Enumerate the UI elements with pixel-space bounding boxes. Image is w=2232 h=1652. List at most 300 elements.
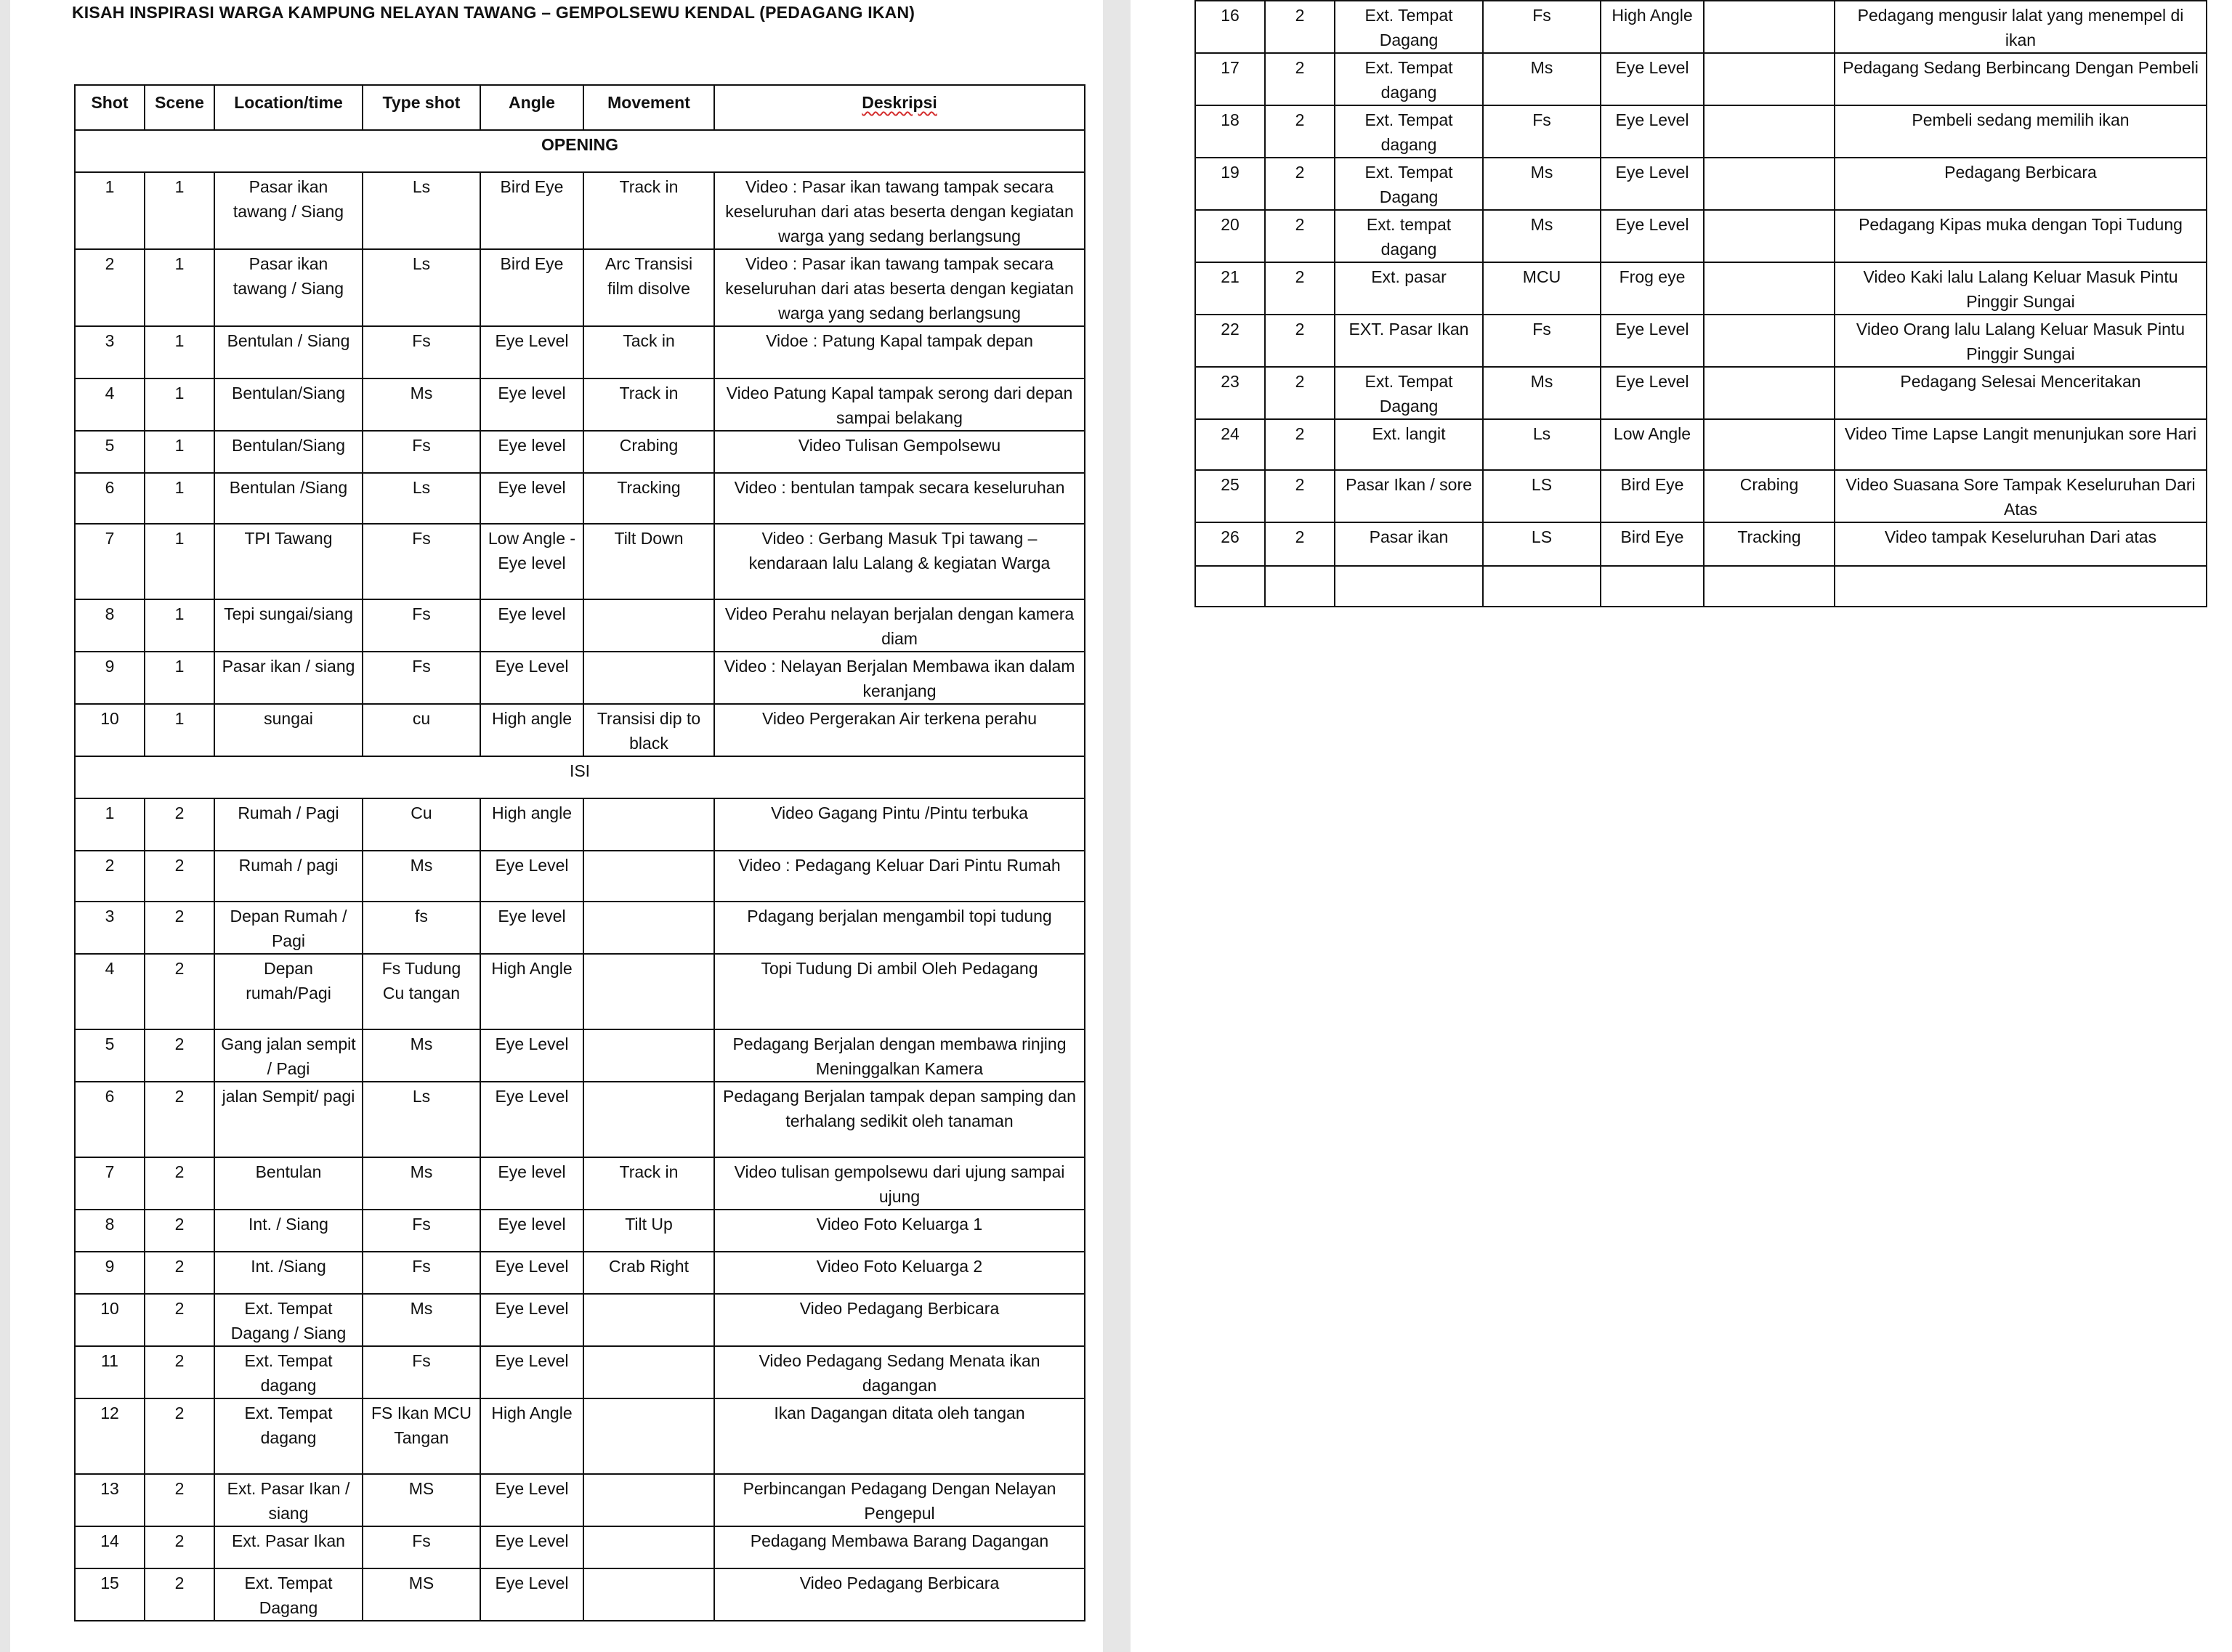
- table-row: [1195, 522, 2207, 566]
- cell-deskripsi: Pedagang Berjalan tampak depan samping dan terhalang sedikit oleh tanaman: [714, 1082, 1085, 1157]
- cell-type-shot: Fs: [363, 326, 480, 378]
- cell-deskripsi: Video Kaki lalu Lalang Keluar Masuk Pintu Pinggir Sungai: [1835, 262, 2207, 315]
- cell-movement: [1704, 53, 1835, 105]
- cell-deskripsi: Video Pedagang Berbicara: [714, 1294, 1085, 1346]
- cell-location: Depan Rumah / Pagi: [214, 902, 363, 954]
- cell-deskripsi: Video : Nelayan Berjalan Membawa ikan dalam keranjang: [714, 652, 1085, 704]
- cell-shot: 9: [75, 1252, 145, 1294]
- cell-scene: 1: [145, 249, 214, 326]
- cell-type-shot: Fs: [1483, 105, 1601, 158]
- table-row: [75, 902, 1085, 954]
- cell-shot: 25: [1195, 470, 1265, 522]
- cell-movement: [1704, 158, 1835, 210]
- cell-scene: 2: [145, 1252, 214, 1294]
- cell-shot: 4: [75, 378, 145, 431]
- cell-type-shot: Ls: [363, 249, 480, 326]
- cell-angle: Eye Level: [1601, 53, 1704, 105]
- cell-scene: 2: [1265, 470, 1335, 522]
- cell-type-shot: Ms: [363, 851, 480, 902]
- cell-location: Gang jalan sempit / Pagi: [214, 1029, 363, 1082]
- cell-movement: [1704, 566, 1835, 607]
- cell-type-shot: LS: [1483, 522, 1601, 566]
- cell-movement: Tack in: [583, 326, 714, 378]
- cell-angle: Eye level: [480, 473, 583, 524]
- table-row: [75, 704, 1085, 756]
- cell-movement: Transisi dip to black: [583, 704, 714, 756]
- cell-location: Ext. Tempat dagang: [1335, 105, 1483, 158]
- section-heading: OPENING: [75, 130, 1085, 172]
- cell-deskripsi: Video Pedagang Sedang Menata ikan dagangan: [714, 1346, 1085, 1398]
- cell-deskripsi: Video : bentulan tampak secara keseluruhan: [714, 473, 1085, 524]
- cell-scene: 2: [145, 1568, 214, 1621]
- table-row: [75, 1210, 1085, 1252]
- cell-angle: Low Angle - Eye level: [480, 524, 583, 599]
- cell-location: [1335, 566, 1483, 607]
- cell-location: Ext. Tempat Dagang: [1335, 367, 1483, 419]
- cell-shot: 18: [1195, 105, 1265, 158]
- cell-angle: High angle: [480, 798, 583, 851]
- cell-scene: 2: [145, 1082, 214, 1157]
- cell-deskripsi: Video Tulisan Gempolsewu: [714, 431, 1085, 473]
- cell-location: Ext. Tempat dagang: [1335, 53, 1483, 105]
- table-row: [75, 1252, 1085, 1294]
- cell-shot: 4: [75, 954, 145, 1029]
- table-row: [1195, 315, 2207, 367]
- cell-scene: 1: [145, 326, 214, 378]
- table-row: [75, 473, 1085, 524]
- cell-deskripsi: Video Time Lapse Langit menunjukan sore Hari: [1835, 419, 2207, 470]
- cell-shot: 12: [75, 1398, 145, 1474]
- table-row: [1195, 53, 2207, 105]
- table-row: [75, 249, 1085, 326]
- cell-scene: 1: [145, 524, 214, 599]
- table-row: [1195, 1, 2207, 53]
- cell-deskripsi: Pedagang Selesai Menceritakan: [1835, 367, 2207, 419]
- cell-shot: 2: [75, 851, 145, 902]
- cell-shot: [1195, 566, 1265, 607]
- header-movement: Movement: [583, 85, 714, 130]
- cell-type-shot: Fs: [363, 599, 480, 652]
- table-row: [1195, 470, 2207, 522]
- cell-scene: 2: [145, 1157, 214, 1210]
- cell-shot: 21: [1195, 262, 1265, 315]
- cell-location: Int. /Siang: [214, 1252, 363, 1294]
- cell-scene: 2: [1265, 367, 1335, 419]
- cell-movement: Arc Transisi film disolve: [583, 249, 714, 326]
- section-heading: ISI: [75, 756, 1085, 798]
- cell-movement: [1704, 419, 1835, 470]
- table-row: [75, 1526, 1085, 1568]
- cell-scene: 2: [1265, 53, 1335, 105]
- cell-shot: 5: [75, 1029, 145, 1082]
- cell-type-shot: cu: [363, 704, 480, 756]
- cell-angle: Eye level: [480, 599, 583, 652]
- cell-angle: Bird Eye: [480, 249, 583, 326]
- cell-type-shot: MCU: [1483, 262, 1601, 315]
- cell-scene: 2: [1265, 158, 1335, 210]
- cell-location: Ext. Tempat Dagang: [214, 1568, 363, 1621]
- cell-type-shot: Fs: [1483, 315, 1601, 367]
- cell-location: Pasar ikan tawang / Siang: [214, 249, 363, 326]
- cell-angle: [1601, 566, 1704, 607]
- table-row: [1195, 105, 2207, 158]
- table-row: [75, 1568, 1085, 1621]
- cell-location: Ext. langit: [1335, 419, 1483, 470]
- cell-type-shot: Ls: [363, 1082, 480, 1157]
- cell-location: Ext. Pasar Ikan: [214, 1526, 363, 1568]
- cell-angle: Eye Level: [480, 1252, 583, 1294]
- cell-shot: 14: [75, 1526, 145, 1568]
- cell-type-shot: Ms: [1483, 210, 1601, 262]
- cell-location: Rumah / Pagi: [214, 798, 363, 851]
- cell-angle: Bird Eye: [1601, 470, 1704, 522]
- cell-type-shot: Fs: [363, 1210, 480, 1252]
- cell-deskripsi: Pedagang Berjalan dengan membawa rinjing Meninggalkan Kamera: [714, 1029, 1085, 1082]
- cell-location: Ext. Tempat Dagang / Siang: [214, 1294, 363, 1346]
- cell-type-shot: MS: [363, 1474, 480, 1526]
- cell-deskripsi: Video : Pasar ikan tawang tampak secara keseluruhan dari atas beserta dengan kegiatan warga yang sedang berlangsung: [714, 172, 1085, 249]
- cell-deskripsi: Video tulisan gempolsewu dari ujung sampai ujung: [714, 1157, 1085, 1210]
- cell-angle: Bird Eye: [1601, 522, 1704, 566]
- cell-deskripsi: Video : Pasar ikan tawang tampak secara keseluruhan dari atas beserta dengan kegiatan warga yang sedang berlangsung: [714, 249, 1085, 326]
- cell-movement: Crab Right: [583, 1252, 714, 1294]
- document-title: KISAH INSPIRASI WARGA KAMPUNG NELAYAN TAWANG – GEMPOLSEWU KENDAL (PEDAGANG IKAN): [72, 3, 915, 22]
- cell-shot: 9: [75, 652, 145, 704]
- cell-location: Bentulan: [214, 1157, 363, 1210]
- cell-type-shot: Fs: [1483, 1, 1601, 53]
- cell-location: jalan Sempit/ pagi: [214, 1082, 363, 1157]
- cell-angle: Eye Level: [480, 1474, 583, 1526]
- cell-location: Ext. tempat dagang: [1335, 210, 1483, 262]
- cell-type-shot: MS: [363, 1568, 480, 1621]
- table-row: [75, 1474, 1085, 1526]
- cell-deskripsi: Video Patung Kapal tampak serong dari depan sampai belakang: [714, 378, 1085, 431]
- cell-scene: 2: [145, 851, 214, 902]
- cell-deskripsi: Pedagang Berbicara: [1835, 158, 2207, 210]
- cell-movement: [583, 1526, 714, 1568]
- cell-angle: Eye Level: [1601, 315, 1704, 367]
- cell-deskripsi: Video Pergerakan Air terkena perahu: [714, 704, 1085, 756]
- cell-deskripsi: Video Pedagang Berbicara: [714, 1568, 1085, 1621]
- table-row: [75, 431, 1085, 473]
- cell-type-shot: Ms: [1483, 53, 1601, 105]
- cell-type-shot: Fs: [363, 431, 480, 473]
- cell-type-shot: Fs: [363, 652, 480, 704]
- cell-angle: Frog eye: [1601, 262, 1704, 315]
- cell-angle: Eye Level: [480, 1526, 583, 1568]
- cell-movement: [583, 1082, 714, 1157]
- cell-movement: [1704, 210, 1835, 262]
- cell-angle: Eye Level: [480, 1294, 583, 1346]
- cell-shot: 1: [75, 798, 145, 851]
- cell-shot: 8: [75, 599, 145, 652]
- cell-movement: Crabing: [1704, 470, 1835, 522]
- cell-scene: 2: [145, 902, 214, 954]
- cell-location: Pasar ikan / siang: [214, 652, 363, 704]
- cell-location: Pasar ikan tawang / Siang: [214, 172, 363, 249]
- cell-deskripsi: Pedagang mengusir lalat yang menempel di ikan: [1835, 1, 2207, 53]
- cell-shot: 17: [1195, 53, 1265, 105]
- cell-movement: [583, 954, 714, 1029]
- cell-movement: [583, 652, 714, 704]
- cell-deskripsi: Ikan Dagangan ditata oleh tangan: [714, 1398, 1085, 1474]
- cell-movement: [1704, 1, 1835, 53]
- cell-type-shot: LS: [1483, 470, 1601, 522]
- cell-angle: Eye Level: [480, 1029, 583, 1082]
- table-row: [1195, 158, 2207, 210]
- cell-movement: Crabing: [583, 431, 714, 473]
- cell-location: Rumah / pagi: [214, 851, 363, 902]
- table-row: [1195, 367, 2207, 419]
- cell-deskripsi: Video Foto Keluarga 1: [714, 1210, 1085, 1252]
- cell-type-shot: Ls: [1483, 419, 1601, 470]
- table-header-row: [75, 85, 1085, 130]
- cell-movement: Tracking: [583, 473, 714, 524]
- cell-scene: 2: [145, 1526, 214, 1568]
- cell-location: Ext. pasar: [1335, 262, 1483, 315]
- cell-deskripsi: Video Suasana Sore Tampak Keseluruhan Dari Atas: [1835, 470, 2207, 522]
- cell-movement: Tilt Down: [583, 524, 714, 599]
- header-deskripsi-text: Deskripsi: [862, 93, 937, 112]
- cell-movement: [583, 1568, 714, 1621]
- table-body-right: [1195, 1, 2207, 607]
- cell-scene: 2: [1265, 262, 1335, 315]
- cell-type-shot: Ms: [1483, 367, 1601, 419]
- cell-type-shot: Fs: [363, 1346, 480, 1398]
- cell-type-shot: [1483, 566, 1601, 607]
- cell-movement: [583, 599, 714, 652]
- cell-angle: High Angle: [480, 1398, 583, 1474]
- cell-deskripsi: Vidoe : Patung Kapal tampak depan: [714, 326, 1085, 378]
- table-body-left: [75, 130, 1085, 1621]
- cell-deskripsi: Video : Gerbang Masuk Tpi tawang – kendaraan lalu Lalang & kegiatan Warga: [714, 524, 1085, 599]
- cell-type-shot: Ms: [363, 1029, 480, 1082]
- cell-movement: [583, 902, 714, 954]
- cell-angle: Low Angle: [1601, 419, 1704, 470]
- cell-type-shot: Fs Tudung Cu tangan: [363, 954, 480, 1029]
- table-row: [75, 326, 1085, 378]
- cell-movement: Track in: [583, 172, 714, 249]
- cell-shot: 13: [75, 1474, 145, 1526]
- cell-angle: Eye Level: [480, 326, 583, 378]
- cell-scene: 1: [145, 704, 214, 756]
- cell-shot: 15: [75, 1568, 145, 1621]
- cell-location: Depan rumah/Pagi: [214, 954, 363, 1029]
- cell-shot: 3: [75, 902, 145, 954]
- cell-deskripsi: Video : Pedagang Keluar Dari Pintu Rumah: [714, 851, 1085, 902]
- cell-angle: Eye Level: [480, 652, 583, 704]
- document-page-right: [1131, 0, 2232, 1652]
- cell-location: sungai: [214, 704, 363, 756]
- header-location: Location/time: [214, 85, 363, 130]
- cell-type-shot: FS Ikan MCU Tangan: [363, 1398, 480, 1474]
- cell-shot: 5: [75, 431, 145, 473]
- table-row-empty: [1195, 566, 2207, 607]
- cell-deskripsi: Video tampak Keseluruhan Dari atas: [1835, 522, 2207, 566]
- cell-movement: Track in: [583, 1157, 714, 1210]
- cell-shot: 19: [1195, 158, 1265, 210]
- cell-movement: Tilt Up: [583, 1210, 714, 1252]
- cell-shot: 1: [75, 172, 145, 249]
- cell-deskripsi: Pedagang Kipas muka dengan Topi Tudung: [1835, 210, 2207, 262]
- cell-scene: 2: [145, 1398, 214, 1474]
- table-row: [75, 954, 1085, 1029]
- cell-scene: 2: [145, 1210, 214, 1252]
- cell-shot: 7: [75, 1157, 145, 1210]
- cell-shot: 26: [1195, 522, 1265, 566]
- cell-scene: [1265, 566, 1335, 607]
- cell-shot: 10: [75, 1294, 145, 1346]
- cell-type-shot: Ls: [363, 172, 480, 249]
- cell-angle: Eye level: [480, 378, 583, 431]
- cell-angle: Eye level: [480, 902, 583, 954]
- cell-scene: 2: [1265, 419, 1335, 470]
- cell-scene: 1: [145, 172, 214, 249]
- cell-shot: 24: [1195, 419, 1265, 470]
- cell-type-shot: Fs: [363, 524, 480, 599]
- cell-shot: 7: [75, 524, 145, 599]
- cell-location: Ext. Tempat dagang: [214, 1398, 363, 1474]
- cell-movement: [1704, 367, 1835, 419]
- cell-shot: 2: [75, 249, 145, 326]
- cell-angle: Eye level: [480, 431, 583, 473]
- cell-movement: [583, 1029, 714, 1082]
- header-shot: Shot: [75, 85, 145, 130]
- cell-location: Ext. Tempat Dagang: [1335, 158, 1483, 210]
- cell-location: Pasar Ikan / sore: [1335, 470, 1483, 522]
- table-row: [75, 1157, 1085, 1210]
- cell-shot: 6: [75, 1082, 145, 1157]
- cell-location: Bentulan /Siang: [214, 473, 363, 524]
- cell-deskripsi: [1835, 566, 2207, 607]
- cell-angle: High Angle: [480, 954, 583, 1029]
- cell-location: Tepi sungai/siang: [214, 599, 363, 652]
- cell-scene: 1: [145, 431, 214, 473]
- cell-shot: 16: [1195, 1, 1265, 53]
- cell-deskripsi: Video Foto Keluarga 2: [714, 1252, 1085, 1294]
- cell-deskripsi: Video Perahu nelayan berjalan dengan kamera diam: [714, 599, 1085, 652]
- cell-scene: 2: [1265, 210, 1335, 262]
- cell-angle: Bird Eye: [480, 172, 583, 249]
- cell-angle: Eye Level: [1601, 367, 1704, 419]
- cell-scene: 2: [145, 798, 214, 851]
- cell-scene: 2: [145, 1346, 214, 1398]
- cell-deskripsi: Pdagang berjalan mengambil topi tudung: [714, 902, 1085, 954]
- cell-scene: 2: [1265, 315, 1335, 367]
- cell-shot: 22: [1195, 315, 1265, 367]
- cell-angle: Eye Level: [480, 1082, 583, 1157]
- cell-location: Bentulan / Siang: [214, 326, 363, 378]
- cell-angle: Eye Level: [1601, 105, 1704, 158]
- cell-movement: [583, 1294, 714, 1346]
- section-row: [75, 130, 1085, 172]
- cell-movement: Tracking: [1704, 522, 1835, 566]
- cell-type-shot: Fs: [363, 1252, 480, 1294]
- cell-scene: 2: [145, 1029, 214, 1082]
- cell-location: Ext. Pasar Ikan / siang: [214, 1474, 363, 1526]
- header-deskripsi: [714, 85, 1085, 130]
- cell-type-shot: Ms: [1483, 158, 1601, 210]
- cell-deskripsi: Video Gagang Pintu /Pintu terbuka: [714, 798, 1085, 851]
- cell-location: Int. / Siang: [214, 1210, 363, 1252]
- cell-deskripsi: Video Orang lalu Lalang Keluar Masuk Pintu Pinggir Sungai: [1835, 315, 2207, 367]
- cell-location: Ext. Tempat Dagang: [1335, 1, 1483, 53]
- cell-angle: Eye Level: [480, 1346, 583, 1398]
- cell-type-shot: Ms: [363, 1294, 480, 1346]
- cell-type-shot: Ms: [363, 1157, 480, 1210]
- table-row: [75, 1346, 1085, 1398]
- cell-location: Ext. Tempat dagang: [214, 1346, 363, 1398]
- document-page-left: [10, 0, 1103, 1652]
- cell-scene: 2: [145, 1294, 214, 1346]
- table-row: [1195, 262, 2207, 315]
- cell-deskripsi: Pembeli sedang memilih ikan: [1835, 105, 2207, 158]
- table-row: [75, 1029, 1085, 1082]
- cell-angle: Eye Level: [480, 1568, 583, 1621]
- cell-scene: 2: [1265, 1, 1335, 53]
- cell-location: Bentulan/Siang: [214, 378, 363, 431]
- cell-scene: 2: [145, 1474, 214, 1526]
- cell-type-shot: Cu: [363, 798, 480, 851]
- cell-angle: Eye level: [480, 1210, 583, 1252]
- cell-movement: [583, 1398, 714, 1474]
- cell-scene: 2: [1265, 522, 1335, 566]
- cell-movement: [1704, 105, 1835, 158]
- cell-angle: Eye Level: [1601, 158, 1704, 210]
- table-row: [75, 172, 1085, 249]
- table-row: [75, 524, 1085, 599]
- table-row: [75, 1082, 1085, 1157]
- cell-shot: 11: [75, 1346, 145, 1398]
- cell-angle: Eye Level: [1601, 210, 1704, 262]
- header-angle: Angle: [480, 85, 583, 130]
- cell-location: Bentulan/Siang: [214, 431, 363, 473]
- cell-scene: 1: [145, 473, 214, 524]
- cell-deskripsi: Topi Tudung Di ambil Oleh Pedagang: [714, 954, 1085, 1029]
- cell-type-shot: fs: [363, 902, 480, 954]
- cell-location: Pasar ikan: [1335, 522, 1483, 566]
- cell-type-shot: Fs: [363, 1526, 480, 1568]
- table-row: [1195, 419, 2207, 470]
- cell-shot: 20: [1195, 210, 1265, 262]
- cell-angle: High angle: [480, 704, 583, 756]
- cell-shot: 6: [75, 473, 145, 524]
- cell-movement: [1704, 262, 1835, 315]
- section-row: [75, 756, 1085, 798]
- shot-list-table-continued: [1194, 0, 2207, 607]
- table-row: [75, 652, 1085, 704]
- table-row: [75, 1398, 1085, 1474]
- cell-deskripsi: Pedagang Membawa Barang Dagangan: [714, 1526, 1085, 1568]
- cell-location: EXT. Pasar Ikan: [1335, 315, 1483, 367]
- cell-deskripsi: Pedagang Sedang Berbincang Dengan Pembeli: [1835, 53, 2207, 105]
- cell-scene: 2: [1265, 105, 1335, 158]
- cell-angle: Eye Level: [480, 851, 583, 902]
- header-type-shot: Type shot: [363, 85, 480, 130]
- table-row: [75, 599, 1085, 652]
- table-row: [75, 798, 1085, 851]
- cell-location: TPI Tawang: [214, 524, 363, 599]
- cell-angle: High Angle: [1601, 1, 1704, 53]
- shot-list-table: [74, 84, 1085, 1621]
- header-scene: Scene: [145, 85, 214, 130]
- cell-type-shot: Ls: [363, 473, 480, 524]
- table-row: [75, 378, 1085, 431]
- cell-type-shot: Ms: [363, 378, 480, 431]
- cell-shot: 10: [75, 704, 145, 756]
- cell-movement: [583, 1346, 714, 1398]
- cell-movement: Track in: [583, 378, 714, 431]
